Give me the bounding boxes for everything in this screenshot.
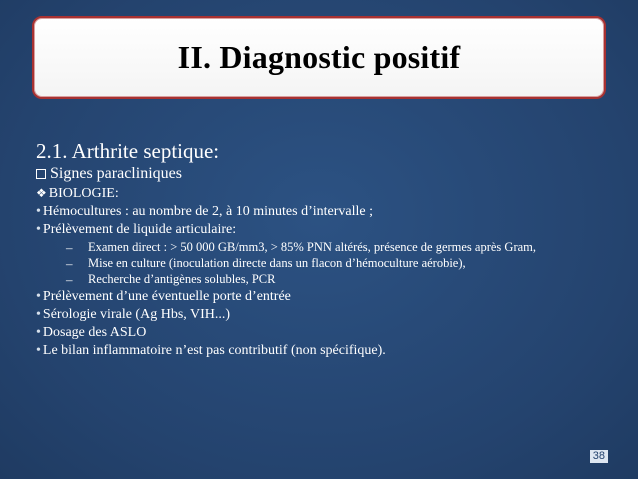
diamond-bullet-icon: ❖ <box>36 186 47 200</box>
dot-bullet-icon: • <box>36 222 41 237</box>
sub-list-item-text: Examen direct : > 50 000 GB/mm3, > 85% PNN altérés, présence de germes après Gram, <box>88 240 536 254</box>
sub-list-item <box>66 240 626 255</box>
list-item-text: Prélèvement de liquide articulaire: <box>42 222 237 237</box>
square-bullet-icon <box>36 169 46 179</box>
dash-bullet-icon: – <box>66 256 73 271</box>
biologie-text: BIOLOGIE: <box>48 186 119 201</box>
list-item <box>36 324 626 342</box>
sub-list-item <box>66 272 626 287</box>
sub-list-item <box>66 256 626 271</box>
dot-bullet-icon: • <box>36 307 41 322</box>
section-number: 2.1. <box>36 139 68 163</box>
list-item <box>36 221 626 239</box>
dash-bullet-icon: – <box>66 272 73 287</box>
list-item-text: Hémocultures : au nombre de 2, à 10 minutes d’intervalle ; <box>42 204 373 219</box>
section-label: Arthrite septique: <box>71 139 220 163</box>
subheading-text: Signes paracliniques <box>50 165 182 182</box>
dot-bullet-icon: • <box>36 289 41 304</box>
list-item-text: Dosage des ASLO <box>42 325 147 340</box>
slide-content <box>36 138 626 360</box>
list-item-text: Sérologie virale (Ag Hbs, VIH...) <box>42 307 231 322</box>
page-number: 38 <box>590 450 608 463</box>
dot-bullet-icon: • <box>36 204 41 219</box>
subheading <box>36 164 626 184</box>
sub-list-item-text: Recherche d’antigènes solubles, PCR <box>88 272 276 286</box>
biologie-heading <box>36 184 626 203</box>
list-item-text: Le bilan inflammatoire n’est pas contributif (non spécifique). <box>42 343 386 358</box>
section-heading <box>36 138 626 164</box>
list-item <box>36 306 626 324</box>
list-item <box>36 203 626 221</box>
list-item <box>36 288 626 306</box>
title-box <box>32 16 606 99</box>
slide-title: II. Diagnostic positif <box>177 39 461 75</box>
list-item-text: Prélèvement d’une éventuelle porte d’entrée <box>42 289 291 304</box>
dash-bullet-icon: – <box>66 240 73 255</box>
dot-bullet-icon: • <box>36 325 41 340</box>
list-item <box>36 342 626 360</box>
sub-list-item-text: Mise en culture (inoculation directe dans un flacon d’hémoculture aérobie), <box>88 256 466 270</box>
dot-bullet-icon: • <box>36 343 41 358</box>
